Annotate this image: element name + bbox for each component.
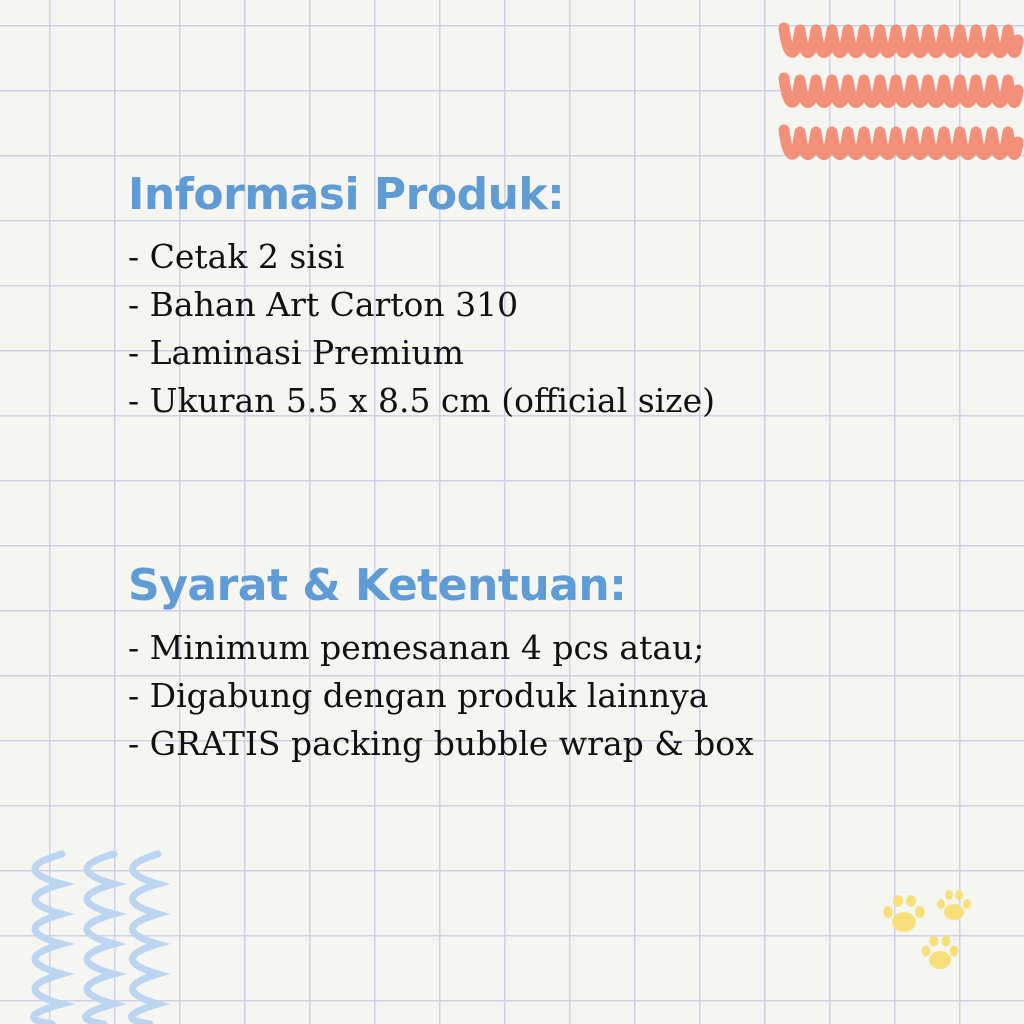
terms-heading: Syarat & Ketentuan:: [128, 560, 627, 611]
paw-prints-icon: [874, 888, 974, 980]
terms-item: - Digabung dengan produk lainnya: [128, 676, 709, 715]
product-info-item: - Cetak 2 sisi: [128, 237, 345, 276]
wavy-lines-icon: [22, 848, 172, 1024]
terms-item: - Minimum pemesanan 4 pcs atau;: [128, 628, 705, 667]
product-info-section: [128, 165, 715, 425]
zigzag-squiggle-icon: [776, 8, 1024, 176]
terms-list: [128, 624, 754, 768]
product-info-item: - Laminasi Premium: [128, 333, 464, 372]
product-info-heading: Informasi Produk:: [128, 169, 565, 220]
terms-item: - GRATIS packing bubble wrap & box: [128, 724, 754, 763]
product-info-item: - Bahan Art Carton 310: [128, 285, 519, 324]
terms-section: [128, 556, 754, 768]
product-info-item: - Ukuran 5.5 x 8.5 cm (official size): [128, 381, 715, 420]
product-info-list: [128, 233, 715, 425]
